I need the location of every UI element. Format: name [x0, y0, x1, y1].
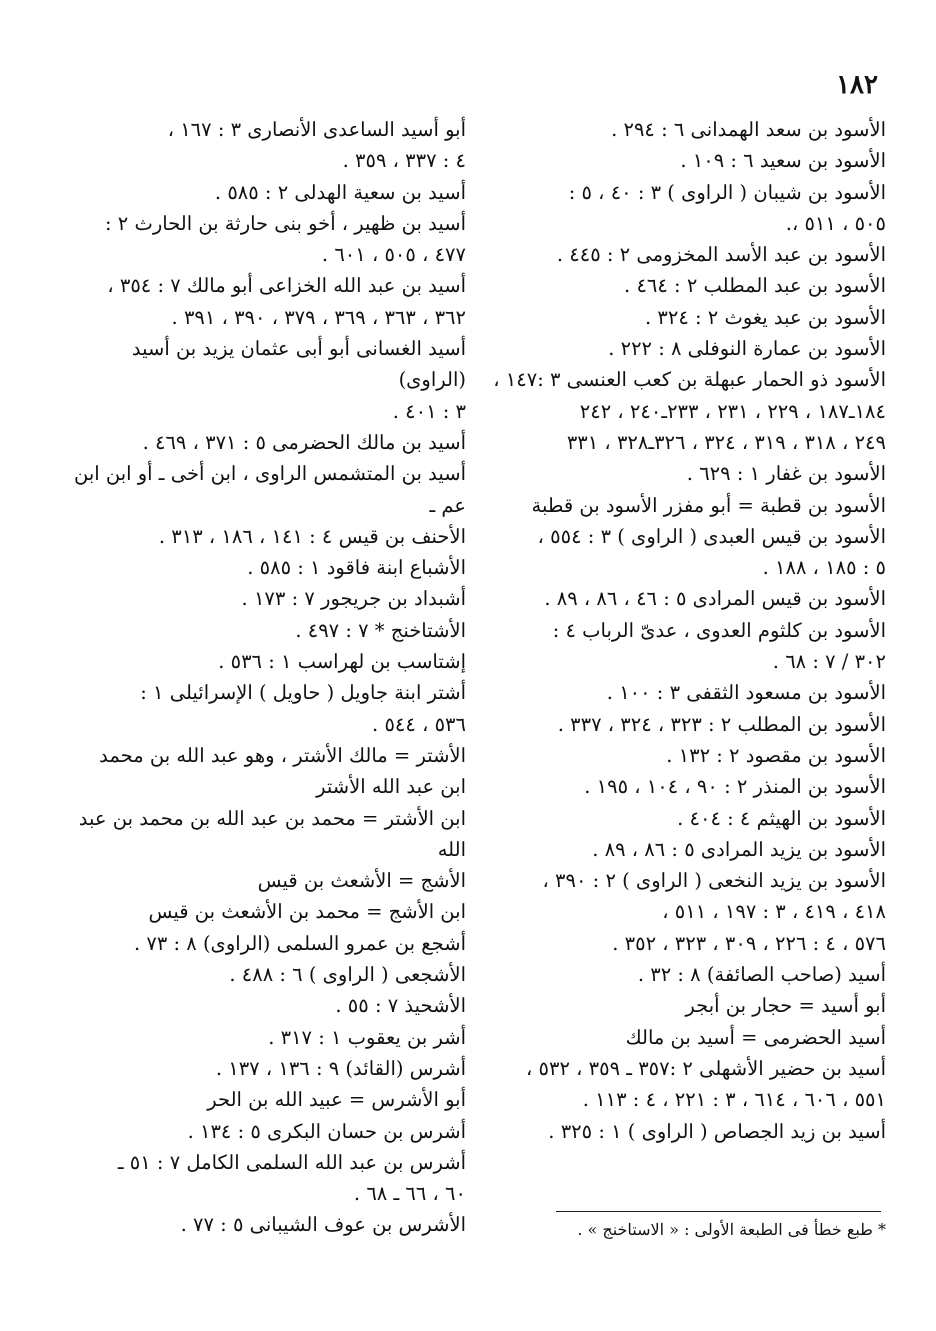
- index-entry: أشرس بن حسان البكرى ٥ : ١٣٤ .: [187, 1119, 466, 1143]
- index-entry: الأسود بن عمارة النوفلى ٨ : ٢٢٢ .: [608, 337, 886, 361]
- index-entry: الأسود بن المنذر ٢ : ٩٠ ، ١٠٤ ، ١٩٥ .: [584, 775, 886, 799]
- index-entry: الأسود بن شيبان ( الراوى ) ٣ : ٤٠ ، ٥ : ٥٠٥ ، ٥١١ ،.: [568, 180, 886, 235]
- footnote: * طبع خطأ فى الطبعة الأولى : « الاستاخنج » .: [577, 1220, 886, 1239]
- index-entry: الأشجعى ( الراوى ) ٦ : ٤٨٨ .: [229, 963, 466, 987]
- index-entry: الأشباع ابنة فاقود ١ : ٥٨٥ .: [247, 556, 466, 580]
- index-entry: أسيد بن مالك الحضرمى ٥ : ٣٧١ ، ٤٦٩ .: [142, 430, 466, 454]
- index-entry: أشرس (القائد) ٩ : ١٣٦ ، ١٣٧ .: [215, 1056, 466, 1080]
- index-entry: إشتاسب بن لهراسب ١ : ٥٣٦ .: [218, 650, 466, 674]
- index-entry: أسيد بن عبد الله الخزاعى أبو مالك ٧ : ٣٥٤ ، ٣٦٢ ، ٣٦٣ ، ٣٦٩ ، ٣٧٩ ، ٣٩٠ ، ٣٩١ .: [107, 274, 466, 329]
- index-entry: أسيد بن حضير الأشهلى ٢ :٣٥٧ ـ ٣٥٩ ، ٥٣٢ ، ٥٥١ ، ٦٠٦ ، ٦١٤ ، ٣ : ٢٢١ ، ٤ : ١١٣ .: [526, 1056, 886, 1112]
- index-entry: أسيد الحضرمى = أسيد بن مالك: [625, 1025, 886, 1049]
- index-entry: الأسود بن غفار ١ : ٦٢٩ .: [686, 462, 886, 486]
- index-entry: أسيد الغسانى أبو أبى عثمان يزيد بن أسيد (الراوى) ٣ : ٤٠١ .: [131, 337, 466, 423]
- index-entry: الأشج = الأشعث بن قيس: [257, 869, 466, 893]
- index-entry: الأشرس بن عوف الشيبانى ٥ : ٧٧ .: [180, 1213, 466, 1237]
- index-entry: الأسود بن مسعود الثقفى ٣ : ١٠٠ .: [606, 681, 886, 705]
- index-entry: أشتر ابنة جاويل ( حاويل ) الإسرائيلى ١ : ٥٣٦ ، ٥٤٤ .: [140, 681, 466, 736]
- index-entry: الأحنف بن قيس ٤ : ١٤١ ، ١٨٦ ، ٣١٣ .: [158, 524, 466, 548]
- index-entry: أسيد بن ظهير ، أخو بنى حارثة بن الحارث ٢ : ٤٧٧ ، ٥٠٥ ، ٦٠١ .: [105, 211, 466, 267]
- index-entry: الأسود بن عبد المطلب ٢ : ٤٦٤ .: [624, 274, 886, 298]
- index-entry: الأسود بن سعيد ٦ : ١٠٩ .: [680, 149, 886, 173]
- index-entry: الأسود بن قيس العبدى ( الراوى ) ٣ : ٥٥٤ ، ٥ : ١٨٥ ، ١٨٨ .: [537, 524, 886, 580]
- index-entry: أبو أسيد الساعدى الأنصارى ٣ : ١٦٧ ، ٤ : ٣٣٧ ، ٣٥٩ .: [167, 118, 466, 173]
- index-entry: أبو أسيد = حجار بن أبجر: [685, 994, 886, 1018]
- index-entry: أشرس بن عبد الله السلمى الكامل ٧ : ٥١ ـ ٦٠ ، ٦٦ ـ ٦٨ .: [117, 1150, 466, 1206]
- index-entry: الأسود بن مقصود ٢ : ١٣٢ .: [666, 743, 886, 767]
- index-entry: الأسود بن قطبة = أبو مفزر الأسود بن قطبة: [531, 493, 886, 517]
- index-entry: أسيد بن زيد الجصاص ( الراوى ) ١ : ٣٢٥ .: [548, 1119, 886, 1143]
- index-entry: أشبداد بن جريجور ٧ : ١٧٣ .: [241, 587, 466, 611]
- index-entry: الأشتر = مالك الأشتر ، وهو عبد الله بن محمد ابن عبد الله الأشتر: [99, 743, 466, 799]
- index-entry: ابن الأشج = محمد بن الأشعث بن قيس: [148, 900, 466, 924]
- index-entry: الأسود بن قيس المرادى ٥ : ٤٦ ، ٨٦ ، ٨٩ .: [544, 587, 886, 611]
- index-entry: الأشتاخنج * ٧ : ٤٩٧ .: [295, 618, 466, 642]
- index-entry: أسيد (صاحب الصائفة) ٨ : ٣٢ .: [637, 963, 886, 987]
- index-entry: الأسود بن يزيد المرادى ٥ : ٨٦ ، ٨٩ .: [592, 837, 886, 861]
- index-column-right: [466, 114, 886, 1147]
- index-entry: أشر بن يعقوب ١ : ٣١٧ .: [268, 1025, 466, 1049]
- index-entry: الأسود ذو الحمار عبهلة بن كعب العنسى ٣ :١٤٧ ، ١٨٤ـ١٨٧ ، ٢٢٩ ، ٢٣١ ، ٢٣٣ـ٢٤٠ ، ٢٤٢ ٢٤٩ ، ٣١٨ ، ٣١٩ ، ٣٢٤ ، ٣٢٦ـ٣٢٨ ، ٣٣١: [493, 368, 886, 454]
- index-entry: الأسود بن المطلب ٢ : ٣٢٣ ، ٣٢٤ ، ٣٣٧ .: [557, 712, 886, 736]
- index-entry: أسيد بن سعية الهدلى ٢ : ٥٨٥ .: [214, 180, 466, 204]
- index-entry: ابن الأشتر = محمد بن عبد الله بن محمد بن عبد الله: [78, 806, 466, 861]
- page-number: ١٨٢: [836, 70, 878, 100]
- index-entry: الأسود بن الهيثم ٤ : ٤٠٤ .: [677, 806, 886, 830]
- index-column-left: [66, 114, 466, 1241]
- index-entry: أشجع بن عمرو السلمى (الراوى) ٨ : ٧٣ .: [133, 931, 466, 955]
- index-entry: أبو الأشرس = عبيد الله بن الحر: [207, 1088, 466, 1112]
- index-entry: الأسود بن عبد الأسد المخزومى ٢ : ٤٤٥ .: [556, 243, 886, 267]
- index-entry: الأسود بن عبد يغوث ٢ : ٣٢٤ .: [644, 305, 886, 329]
- index-entry: الأسود بن سعد الهمدانى ٦ : ٢٩٤ .: [611, 118, 886, 141]
- index-entry: الأسود بن يزيد النخعى ( الراوى ) ٢ : ٣٩٠ ، ٤١٨ ، ٤١٩ ، ٣ : ١٩٧ ، ٥١١ ، ٥٧٦ ، ٤ : ٢٢٦ ، ٣٠٩ ، ٣٢٣ ، ٣٥٢ .: [542, 869, 886, 955]
- index-entry: الأشحيذ ٧ : ٥٥ .: [335, 994, 466, 1018]
- index-entry: الأسود بن كلثوم العدوى ، عدىّ الرباب ٤ : ٣٠٢ / ٧ : ٦٨ .: [552, 618, 886, 674]
- index-entry: أسيد بن المتشمس الراوى ، ابن أخى ـ أو ابن ابن عم ـ: [73, 462, 466, 517]
- footnote-divider: [556, 1211, 881, 1212]
